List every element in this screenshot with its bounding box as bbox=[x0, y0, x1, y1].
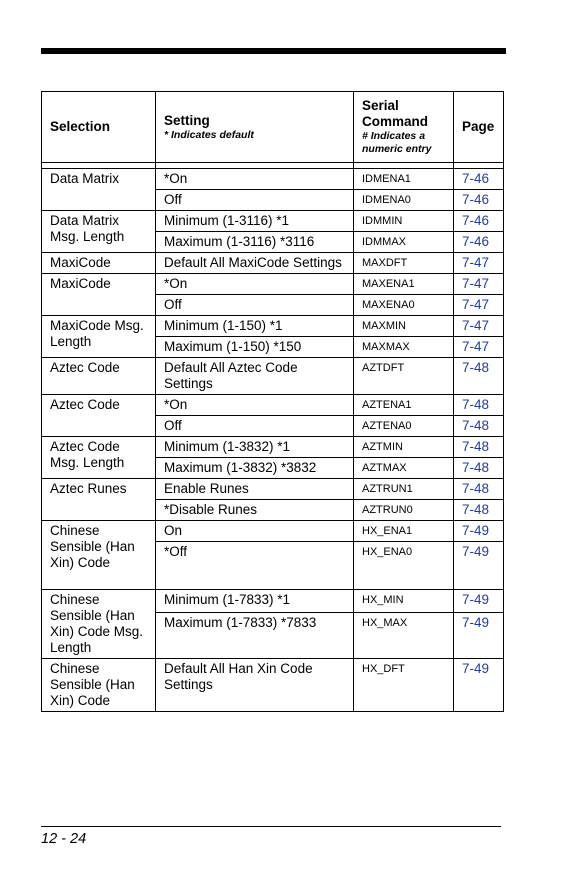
page-link[interactable]: 7-47 bbox=[454, 274, 504, 295]
setting-cell: *On bbox=[156, 169, 354, 190]
setting-cell: On bbox=[156, 521, 354, 542]
command-cell: HX_MIN bbox=[354, 590, 454, 613]
page-link[interactable]: 7-49 bbox=[454, 613, 504, 659]
setting-cell: Default All Aztec Code Settings bbox=[156, 358, 354, 395]
command-cell: IDMMAX bbox=[354, 232, 454, 253]
command-cell: AZTENA0 bbox=[354, 416, 454, 437]
page-link[interactable]: 7-48 bbox=[454, 395, 504, 416]
command-cell: IDMMIN bbox=[354, 211, 454, 232]
header-serial-label: Serial Command bbox=[362, 98, 429, 129]
table-row bbox=[42, 169, 504, 190]
setting-cell: Off bbox=[156, 295, 354, 316]
setting-cell: Maximum (1-7833) *7833 bbox=[156, 613, 354, 659]
command-cell: AZTENA1 bbox=[354, 395, 454, 416]
page-link[interactable]: 7-46 bbox=[454, 232, 504, 253]
table-row bbox=[42, 253, 504, 274]
page-link[interactable]: 7-47 bbox=[454, 337, 504, 358]
setting-cell: Minimum (1-150) *1 bbox=[156, 316, 354, 337]
selection-cell: Chinese Sensible (Han Xin) Code bbox=[42, 659, 156, 712]
page-link[interactable]: 7-49 bbox=[454, 590, 504, 613]
header-setting-label: Setting bbox=[164, 112, 210, 128]
selection-cell: Aztec Code bbox=[42, 358, 156, 395]
setting-cell: Off bbox=[156, 190, 354, 211]
command-cell: AZTRUN0 bbox=[354, 500, 454, 521]
header-setting-note: * Indicates default bbox=[164, 128, 254, 141]
setting-cell: Enable Runes bbox=[156, 479, 354, 500]
page-link[interactable]: 7-47 bbox=[454, 316, 504, 337]
header-page: Page bbox=[454, 92, 504, 163]
setting-cell: *Off bbox=[156, 542, 354, 590]
command-cell: AZTRUN1 bbox=[354, 479, 454, 500]
page-link[interactable]: 7-46 bbox=[454, 190, 504, 211]
page-link[interactable]: 7-46 bbox=[454, 211, 504, 232]
page-link[interactable]: 7-48 bbox=[454, 416, 504, 437]
command-cell: MAXMIN bbox=[354, 316, 454, 337]
selection-cell: Aztec Code bbox=[42, 395, 156, 437]
command-cell: HX_ENA1 bbox=[354, 521, 454, 542]
selection-cell: Chinese Sensible (Han Xin) Code Msg. Length bbox=[42, 590, 156, 659]
header-serial-command bbox=[354, 92, 454, 163]
table-row bbox=[42, 211, 504, 232]
command-cell: MAXMAX bbox=[354, 337, 454, 358]
setting-cell: *On bbox=[156, 274, 354, 295]
page-link[interactable]: 7-47 bbox=[454, 295, 504, 316]
command-cell: AZTMAX bbox=[354, 458, 454, 479]
setting-cell: Default All MaxiCode Settings bbox=[156, 253, 354, 274]
setting-cell: Maximum (1-150) *150 bbox=[156, 337, 354, 358]
command-cell: HX_ENA0 bbox=[354, 542, 454, 590]
selection-cell: MaxiCode bbox=[42, 274, 156, 316]
setting-cell: Minimum (1-7833) *1 bbox=[156, 590, 354, 613]
setting-cell: Minimum (1-3116) *1 bbox=[156, 211, 354, 232]
setting-cell: *On bbox=[156, 395, 354, 416]
selection-cell: Chinese Sensible (Han Xin) Code bbox=[42, 521, 156, 590]
page-link[interactable]: 7-49 bbox=[454, 521, 504, 542]
table-row bbox=[42, 395, 504, 416]
setting-cell: Minimum (1-3832) *1 bbox=[156, 437, 354, 458]
page-link[interactable]: 7-48 bbox=[454, 458, 504, 479]
command-cell: AZTMIN bbox=[354, 437, 454, 458]
footer-rule bbox=[41, 826, 501, 827]
table-row bbox=[42, 521, 504, 542]
table-header-row bbox=[42, 92, 504, 163]
header-selection: Selection bbox=[42, 92, 156, 163]
page-link[interactable]: 7-46 bbox=[454, 169, 504, 190]
table-row bbox=[42, 590, 504, 613]
command-cell: HX_DFT bbox=[354, 659, 454, 712]
selection-cell: Data Matrix Msg. Length bbox=[42, 211, 156, 253]
selection-cell: Data Matrix bbox=[42, 169, 156, 211]
command-cell: AZTDFT bbox=[354, 358, 454, 395]
setting-cell: Maximum (1-3116) *3116 bbox=[156, 232, 354, 253]
serial-command-table bbox=[41, 91, 504, 712]
command-cell: MAXDFT bbox=[354, 253, 454, 274]
table-row bbox=[42, 659, 504, 712]
setting-cell: Default All Han Xin Code Settings bbox=[156, 659, 354, 712]
setting-cell: Maximum (1-3832) *3832 bbox=[156, 458, 354, 479]
selection-cell: Aztec Runes bbox=[42, 479, 156, 521]
page-link[interactable]: 7-49 bbox=[454, 542, 504, 590]
table-row bbox=[42, 316, 504, 337]
table-row bbox=[42, 437, 504, 458]
header-serial-note: # Indicates a numeric entry bbox=[362, 130, 432, 155]
command-cell: IDMENA1 bbox=[354, 169, 454, 190]
setting-cell: Off bbox=[156, 416, 354, 437]
command-cell: MAXENA0 bbox=[354, 295, 454, 316]
page-link[interactable]: 7-48 bbox=[454, 437, 504, 458]
footer-page-number: 12 - 24 bbox=[41, 831, 87, 847]
table-row bbox=[42, 479, 504, 500]
table-row bbox=[42, 274, 504, 295]
page-link[interactable]: 7-49 bbox=[454, 659, 504, 712]
command-cell: MAXENA1 bbox=[354, 274, 454, 295]
table-row bbox=[42, 358, 504, 395]
selection-cell: MaxiCode bbox=[42, 253, 156, 274]
selection-cell: Aztec Code Msg. Length bbox=[42, 437, 156, 479]
setting-cell: *Disable Runes bbox=[156, 500, 354, 521]
page-link[interactable]: 7-48 bbox=[454, 358, 504, 395]
command-cell: HX_MAX bbox=[354, 613, 454, 659]
header-setting bbox=[156, 92, 354, 163]
page-link[interactable]: 7-47 bbox=[454, 253, 504, 274]
page-link[interactable]: 7-48 bbox=[454, 479, 504, 500]
selection-cell: MaxiCode Msg. Length bbox=[42, 316, 156, 358]
top-rule-bar bbox=[41, 48, 506, 54]
page-link[interactable]: 7-48 bbox=[454, 500, 504, 521]
command-cell: IDMENA0 bbox=[354, 190, 454, 211]
